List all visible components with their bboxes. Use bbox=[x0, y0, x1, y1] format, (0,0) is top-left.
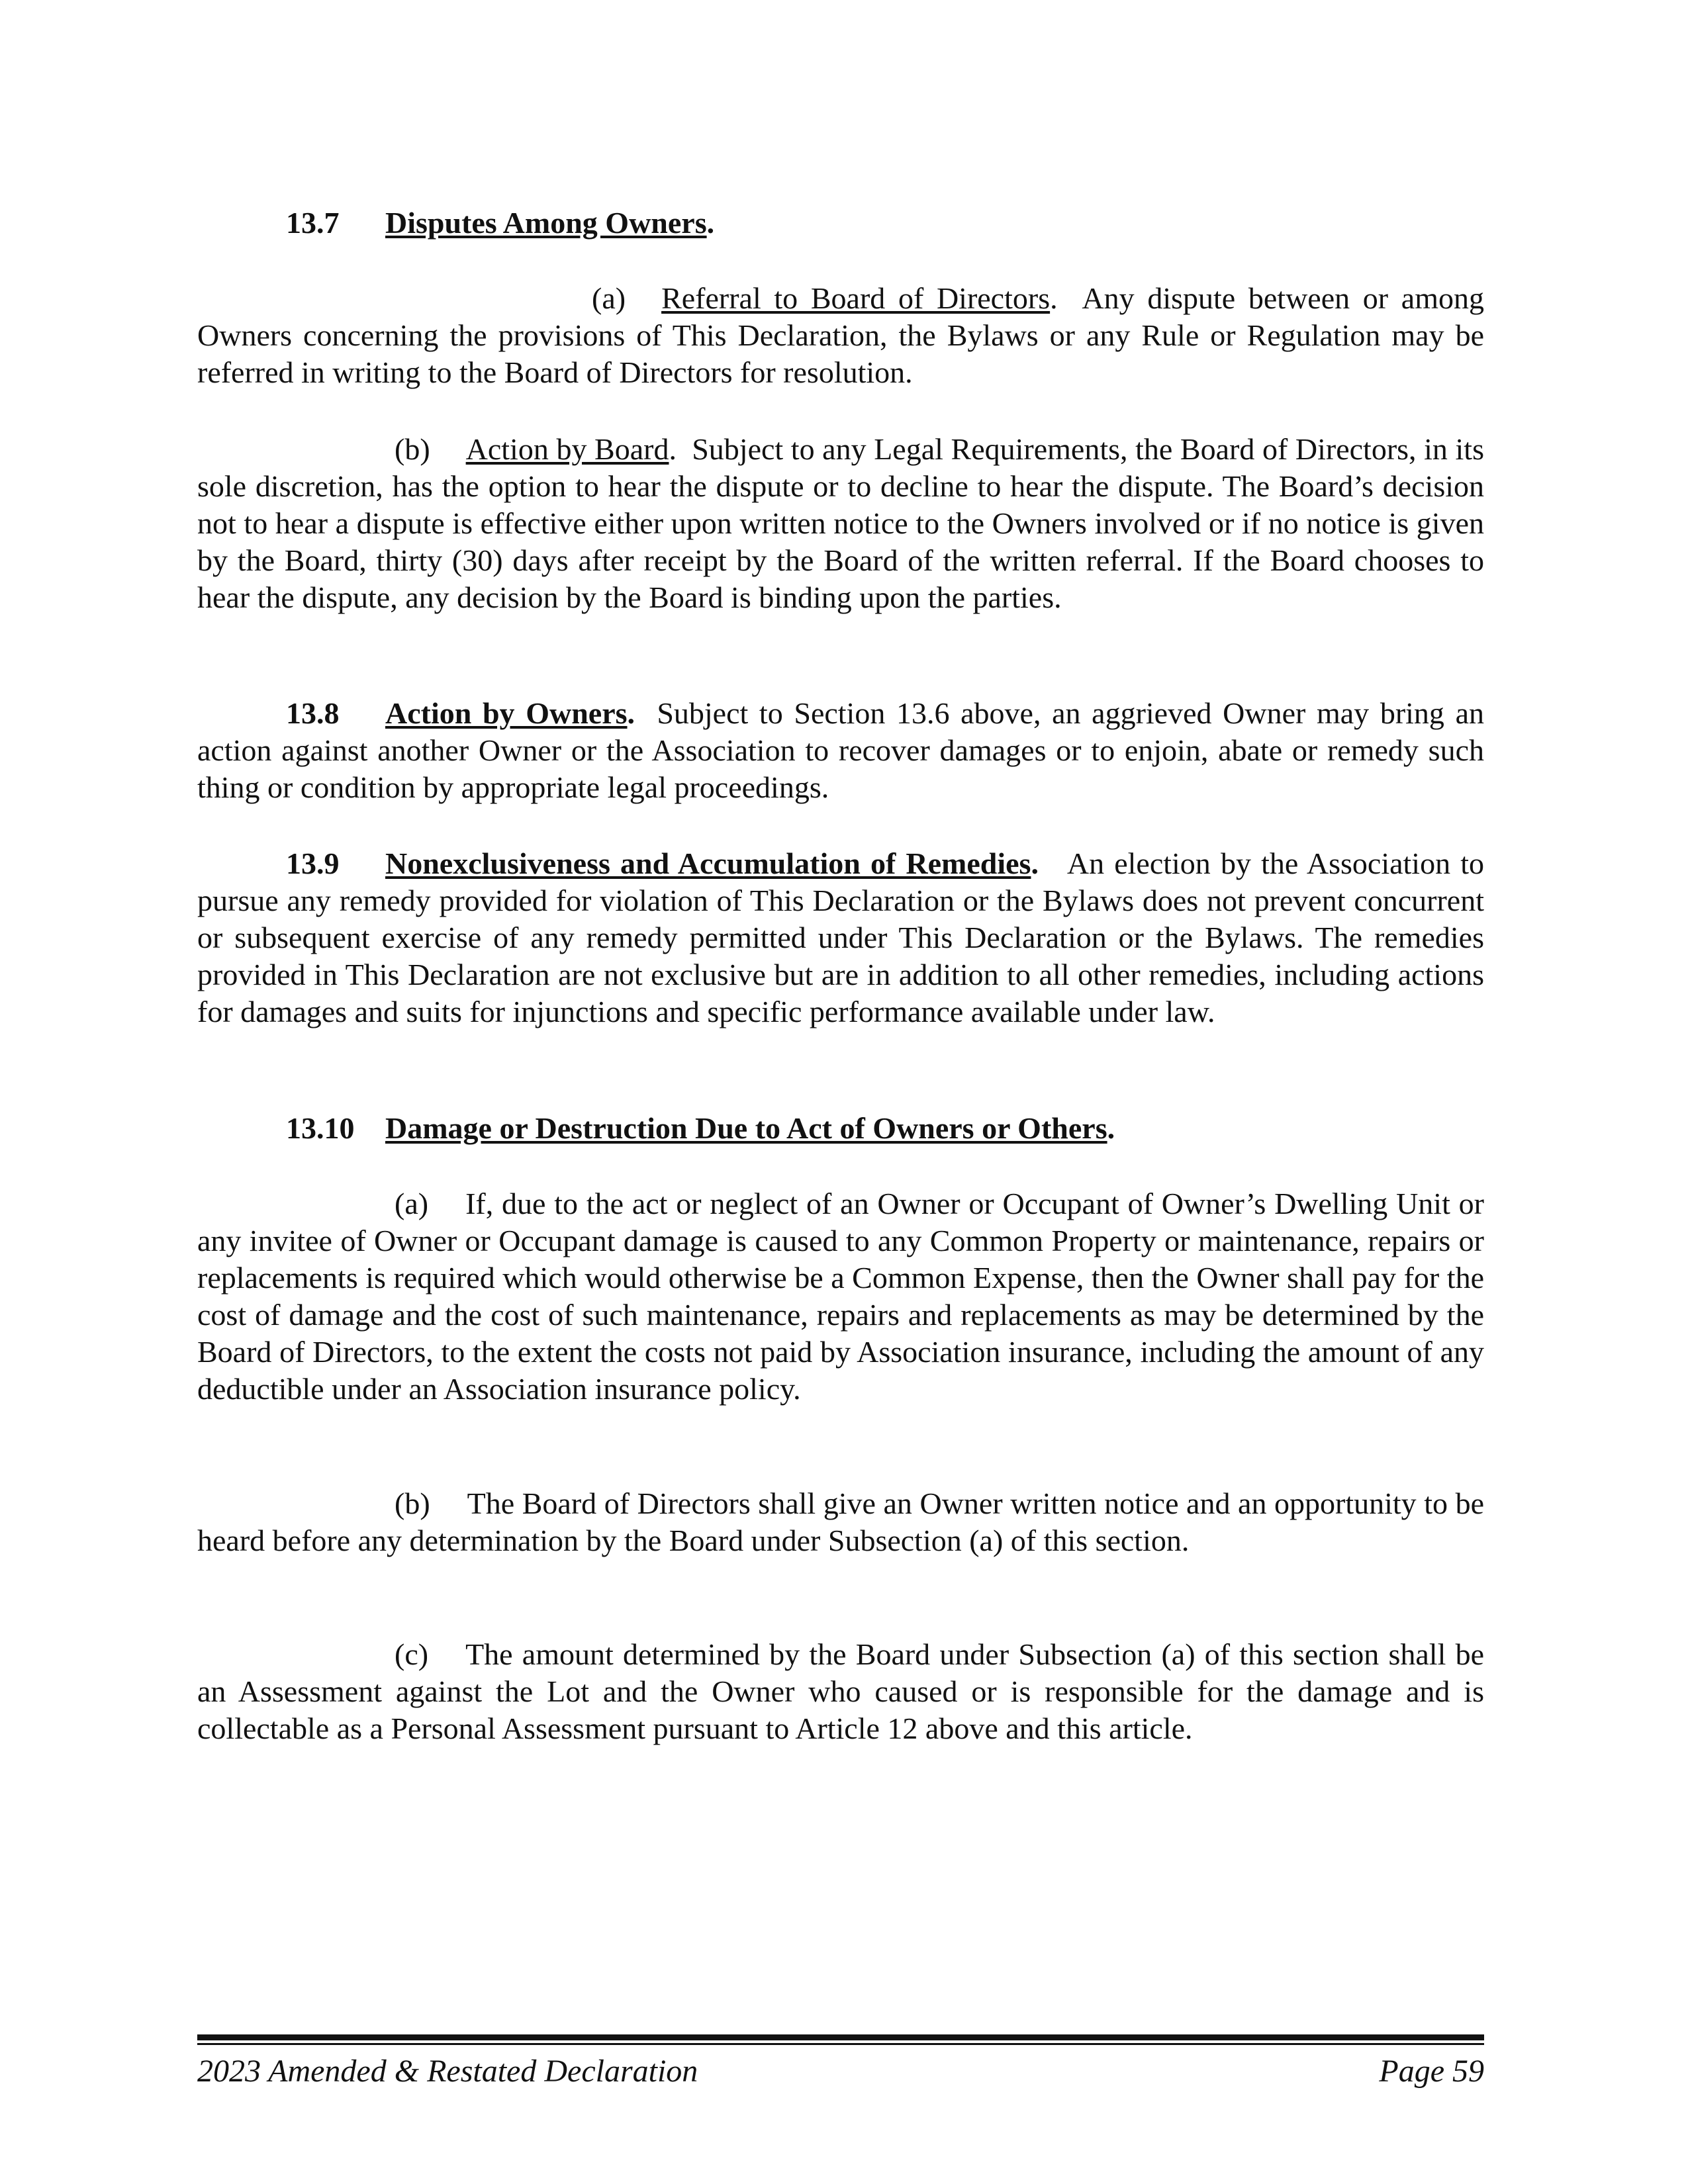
section-13-9: 13.9 Nonexclusiveness and Accumulation of Remedies. An election by the Association to pursue any remedy provided for violation of This Declaration or the Bylaws does not prevent concurrent or subsequent exercise of any remedy permitted under This Declaration or the Bylaws. The remedies provided in This Declaration are not exclusive but are in addition to all other remedies, including actions for damages and suits for injunctions and specific performance available under law. bbox=[197, 846, 1485, 1028]
section-number: 13.9 bbox=[286, 846, 340, 880]
section-13-10-c bbox=[197, 1636, 1484, 1747]
section-title: Nonexclusiveness and Accumulation of Remedies bbox=[385, 846, 1031, 880]
section-number: 13.8 bbox=[286, 696, 340, 730]
subsection-marker: (b) bbox=[395, 432, 430, 466]
footer-document-title: 2023 Amended & Restated Declaration bbox=[197, 2054, 698, 2089]
section-number: 13.10 bbox=[286, 1111, 355, 1145]
subsection-marker: (a) bbox=[592, 281, 626, 315]
section-13-7-b: (b) Action by Board. Subject to any Legal Requirements, the Board of Directors, in its sole discretion, has the option to hear the dispute or to decline to hear the dispute. The Board’s decision not to hear a dispute is effective either upon written notice to the Owners involved or if no notice is given by the Board, thirty (30) days after receipt by the Board of the written referral. If the Board chooses to hear the dispute, any decision by the Board is binding upon the parties. bbox=[197, 432, 1484, 614]
subsection-marker: (c) bbox=[395, 1637, 429, 1671]
subsection-title: Action by Board bbox=[465, 432, 669, 466]
section-13-8: 13.8 Action by Owners. Subject to Section 13.6 above, an aggrieved Owner may bring an action against another Owner or the Association to recover damages or to enjoin, abate or remedy such thing or condition by appropriate legal proceedings. bbox=[197, 696, 1484, 804]
section-title: Action by Owners bbox=[385, 696, 628, 730]
subsection-text: If, due to the act or neglect of an Owner or Occupant of Owner’s Dwelling Unit or any invitee of Owner or Occupant damage is caused to any Common Property or maintenance, repairs or replacements is required which would otherwise be a Common Expense, then the Owner shall pay for the cost of damage and the cost of such maintenance, repairs and replacements as may be determined by the Board of Directors, to the extent the costs not paid by Association insurance, including the amount of any deductible under an Association insurance policy. bbox=[197, 1187, 1484, 1406]
subsection-text: Subject to any Legal Requirements, the Board of Directors, in its sole discretion, has the option to hear the dispute or to decline to hear the dispute. The Board’s decision not to hear a dispute is effective either upon written notice to the Owners involved or if no notice is given by the Board, thirty (30) days after receipt by the Board of the written referral. If the Board chooses to hear the dispute, any decision by the Board is binding upon the parties. bbox=[197, 432, 1484, 614]
section-13-10-heading: 13.10 Damage or Destruction Due to Act of Owners or Others. bbox=[197, 1110, 1484, 1147]
subsection-title: Referral to Board of Directors bbox=[661, 281, 1051, 315]
section-title: Damage or Destruction Due to Act of Owners or Others bbox=[385, 1111, 1107, 1145]
section-13-7-heading: 13.7 Disputes Among Owners. bbox=[197, 205, 1484, 242]
section-13-10-a bbox=[197, 1185, 1484, 1408]
section-number: 13.7 bbox=[286, 206, 340, 240]
footer-rule-thin bbox=[197, 2043, 1484, 2045]
subsection-marker: (a) bbox=[395, 1187, 429, 1220]
subsection-text: Any dispute between or among Owners concerning the provisions of This Declaration, the Bylaws or any Rule or Regulation may be referred in writing to the Board of Directors for resolution. bbox=[197, 281, 1484, 389]
footer-rule-thick bbox=[197, 2034, 1484, 2040]
subsection-marker: (b) bbox=[395, 1486, 430, 1520]
section-text: Subject to Section 13.6 above, an aggrieved Owner may bring an action against another Owner or the Association to recover damages or to enjoin, abate or remedy such thing or condition by appropriate legal proceedings. bbox=[197, 696, 1484, 804]
subsection-text: The amount determined by the Board under Subsection (a) of this section shall be an Assessment against the Lot and the Owner who caused or is responsible for the damage and is collectable as a Personal Assessment pursuant to Article 12 above and this article. bbox=[197, 1637, 1484, 1745]
section-title: Disputes Among Owners bbox=[385, 206, 707, 240]
section-13-10-b bbox=[197, 1485, 1484, 1559]
section-text: An election by the Association to pursue any remedy provided for violation of This Declaration or the Bylaws does not prevent concurrent or subsequent exercise of any remedy permitted under This Declaration or the Bylaws. The remedies provided in This Declaration are not exclusive but are in addition to all other remedies, including actions for damages and suits for injunctions and specific performance available under law. bbox=[197, 846, 1485, 1028]
subsection-text: The Board of Directors shall give an Owner written notice and an opportunity to be heard before any determination by the Board under Subsection (a) of this section. bbox=[197, 1486, 1484, 1557]
section-13-7-a: (a) Referral to Board of Directors. Any dispute between or among Owners concerning the provisions of This Declaration, the Bylaws or any Rule or Regulation may be referred in writing to the Board of Directors for resolution. bbox=[197, 281, 1484, 389]
footer-page-number: Page 59 bbox=[1379, 2054, 1484, 2089]
